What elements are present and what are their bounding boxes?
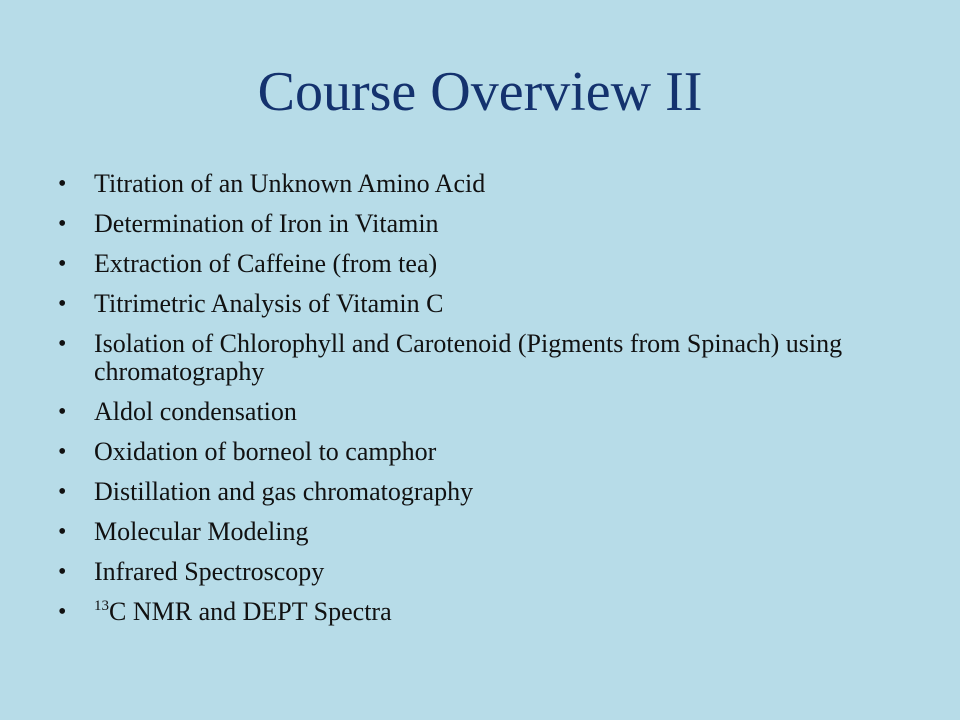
bullet-icon: • bbox=[58, 519, 67, 545]
bullet-icon: • bbox=[58, 291, 67, 317]
bullet-icon: • bbox=[58, 171, 67, 197]
bullet-text: Titration of an Unknown Amino Acid bbox=[94, 169, 486, 198]
slide-title: Course Overview II bbox=[257, 61, 703, 123]
bullet-item bbox=[58, 329, 884, 386]
bullet-text: Oxidation of borneol to camphor bbox=[94, 437, 437, 466]
bullet-text: Extraction of Caffeine (from tea) bbox=[94, 249, 438, 278]
bullet-text: Aldol condensation bbox=[94, 397, 297, 426]
bullet-item bbox=[58, 209, 884, 238]
bullet-item bbox=[58, 397, 884, 426]
bullet-icon: • bbox=[58, 599, 67, 625]
isotope-superscript: 13 bbox=[94, 598, 109, 614]
bullet-icon: • bbox=[58, 479, 67, 505]
bullet-icon: • bbox=[58, 439, 67, 465]
bullet-item bbox=[58, 249, 884, 278]
bullet-item bbox=[58, 477, 884, 506]
bullet-text: Isolation of Chlorophyll and Carotenoid (Pigments from Spinach) using chromatography bbox=[94, 329, 843, 386]
bullet-item bbox=[58, 437, 884, 466]
bullet-icon: • bbox=[58, 251, 67, 277]
bullet-text: Determination of Iron in Vitamin bbox=[94, 209, 439, 238]
bullet-text: Titrimetric Analysis of Vitamin C bbox=[94, 289, 444, 318]
bullet-text: Distillation and gas chromatography bbox=[94, 477, 474, 506]
bullet-item bbox=[58, 517, 884, 546]
bullet-icon: • bbox=[58, 559, 67, 585]
bullet-icon: • bbox=[58, 211, 67, 237]
bullet-icon: • bbox=[58, 331, 67, 357]
bullet-text: Molecular Modeling bbox=[94, 517, 309, 546]
bullet-list bbox=[58, 169, 884, 638]
bullet-text: Infrared Spectroscopy bbox=[94, 557, 325, 586]
bullet-text: C NMR and DEPT Spectra bbox=[109, 597, 392, 626]
bullet-item bbox=[58, 169, 884, 198]
bullet-icon: • bbox=[58, 399, 67, 425]
bullet-item bbox=[58, 557, 884, 586]
bullet-item bbox=[58, 597, 884, 626]
bullet-item bbox=[58, 289, 884, 318]
